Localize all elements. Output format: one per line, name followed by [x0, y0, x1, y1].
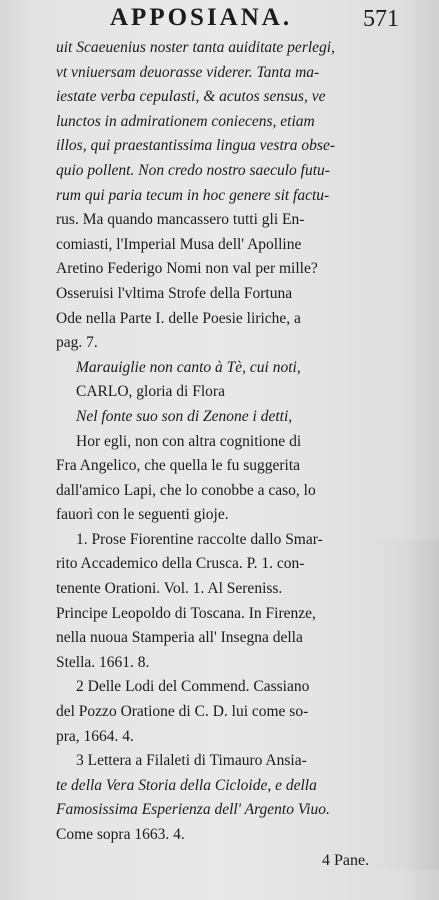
- text-line: comiasti, l'Imperial Musa dell' Apolline: [56, 235, 302, 253]
- text-line: Nel fonte suo son di Zenone i detti,: [76, 407, 293, 425]
- text-line: Principe Leopoldo di Toscana. In Firenze,: [56, 604, 316, 622]
- text-line: tenente Orationi. Vol. 1. Al Sereniss.: [56, 580, 283, 598]
- text-line: fauorì con le seguenti gioje.: [56, 506, 229, 524]
- page-header: [0, 4, 439, 36]
- text-line: dall'amico Lapi, che lo conobbe a caso, lo: [56, 481, 316, 499]
- catchword: 4 Pane.: [322, 852, 370, 869]
- text-line: Osseruisi l'vltima Strofe della Fortuna: [56, 284, 293, 302]
- body-text: [56, 36, 430, 848]
- text-line: Famosissima Esperienza dell' Argento Viuo.: [56, 801, 330, 819]
- text-line: Ode nella Parte I. delle Poesie liriche, a: [56, 309, 301, 327]
- text-line: nella nuoua Stamperia all' Insegna della: [56, 629, 303, 647]
- text-line: Hor egli, non con altra cognitione di: [76, 432, 302, 450]
- text-line: te della Vera Storia della Cicloide, e della: [56, 776, 317, 794]
- text-line: rum qui paria tecum in hoc genere sit factu-: [56, 186, 330, 204]
- text-line: pag. 7.: [56, 334, 98, 352]
- text-line: Come sopra 1663. 4.: [56, 826, 185, 843]
- text-line: CARLO, gloria di Flora: [76, 383, 225, 401]
- text-line: quio pollent. Non credo nostro saeculo futu-: [56, 161, 330, 179]
- text-line: iestate verba cepulasti, & acutos sensus, ve: [56, 88, 326, 106]
- text-line: Stella. 1661. 8.: [56, 653, 150, 671]
- text-line: uit Scaeuenius noster tanta auiditate perlegi,: [56, 39, 335, 56]
- text-line: Marauiglie non canto à Tè, cui noti,: [76, 358, 301, 376]
- text-line: rito Accademico della Crusca. P. 1. con-: [56, 555, 305, 573]
- text-line: rus. Ma quando mancassero tutti gli En-: [56, 211, 305, 229]
- text-line: 2 Delle Lodi del Commend. Cassiano: [76, 678, 310, 696]
- running-title: APPOSIANA.: [110, 4, 293, 31]
- text-line: Aretino Federigo Nomi non val per mille?: [56, 260, 318, 278]
- text-line: 3 Lettera a Filaleti di Timauro Ansia-: [76, 752, 307, 770]
- text-line: vt vniuersam deuorasse viderer. Tanta ma-: [56, 63, 320, 81]
- text-line: lunctos in admirationem coniecens, etiam: [56, 112, 315, 130]
- text-line: illos, qui praestantissima lingua vestra obse-: [56, 137, 335, 155]
- text-line: pra, 1664. 4.: [56, 727, 134, 745]
- text-line: del Pozzo Oratione di C. D. lui come so-: [56, 703, 309, 721]
- page-number: 571: [363, 6, 399, 32]
- text-line: 1. Prose Fiorentine raccolte dallo Smar-: [76, 530, 323, 548]
- text-line: Fra Angelico, che quella le fu suggerita: [56, 457, 301, 475]
